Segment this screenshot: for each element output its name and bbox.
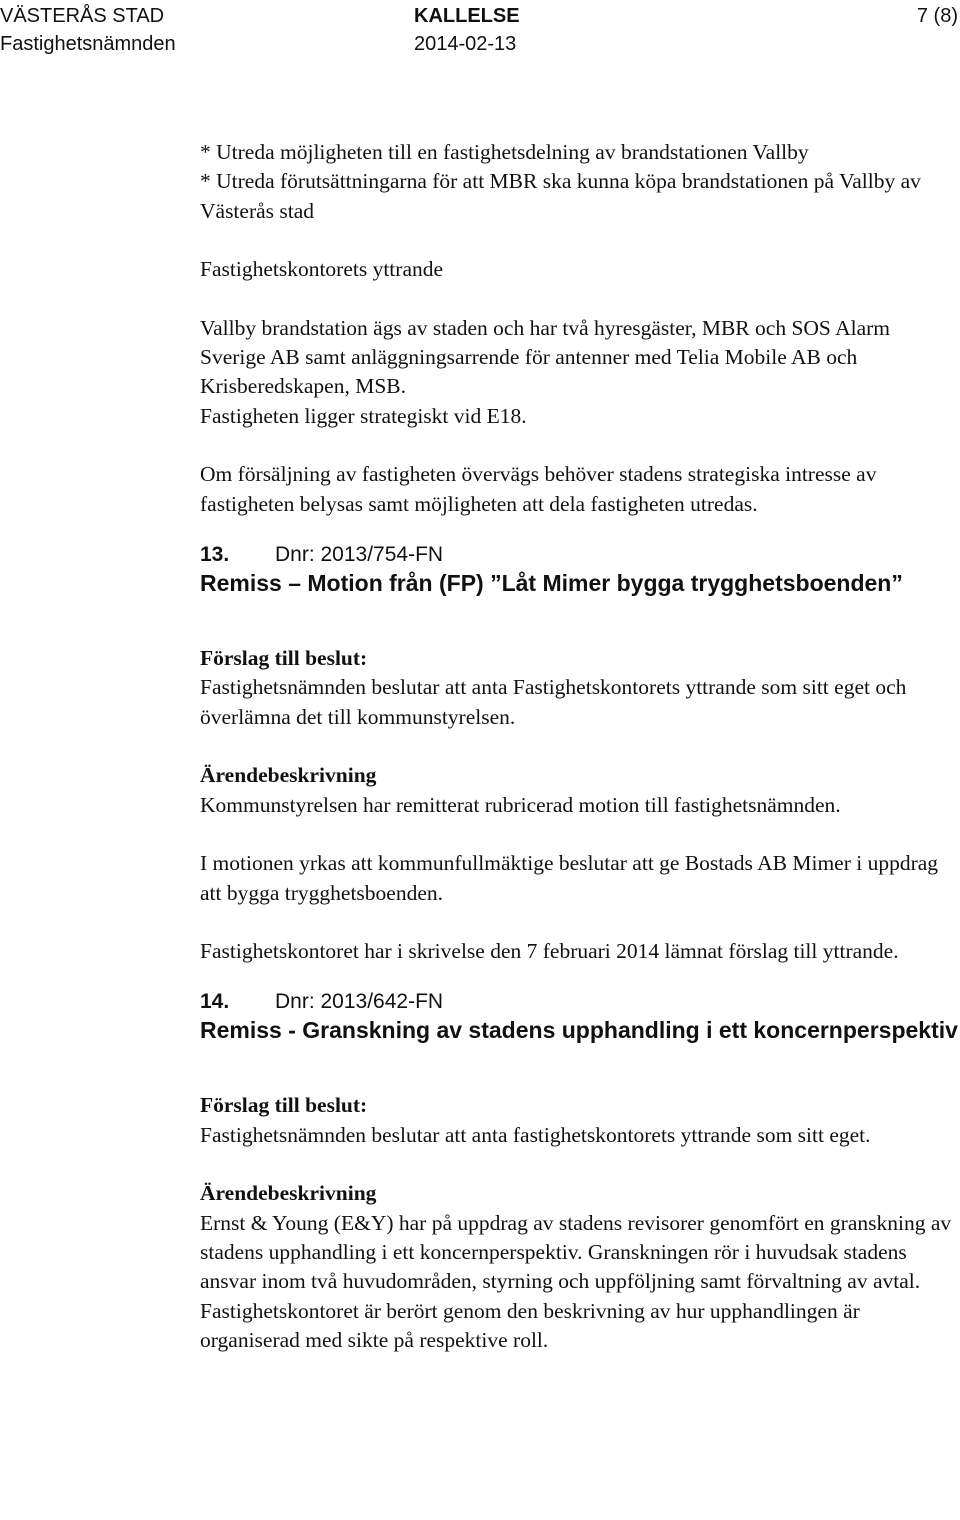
description-label: Ärendebeskrivning bbox=[200, 763, 377, 788]
paragraph: Om försäljning av fastigheten övervägs behöver stadens strategiska intresse av fastigheten belysas samt möjligheten att dela fastigheten utredas. bbox=[200, 462, 877, 516]
item-number: 14. bbox=[200, 990, 230, 1014]
paragraph: I motionen yrkas att kommunfullmäktige beslutar att ge Bostads AB Mimer i uppdrag att bygga trygghetsboenden. bbox=[200, 851, 939, 905]
description-label: Ärendebeskrivning bbox=[200, 1181, 377, 1206]
proposal-label: Förslag till beslut: bbox=[200, 646, 368, 671]
department-name: Fastighetsnämnden bbox=[0, 33, 176, 55]
item-dnr: Dnr: 2013/754-FN bbox=[275, 543, 444, 567]
org-name: VÄSTERÅS STAD bbox=[0, 5, 165, 27]
agenda-item-14-header bbox=[200, 988, 958, 1016]
document-body bbox=[200, 138, 958, 1356]
header-left bbox=[0, 2, 330, 58]
paragraph: Fastigheten ligger strategiskt vid E18. bbox=[200, 403, 527, 428]
proposal-text: Fastighetsnämnden beslutar att anta fastighetskontorets yttrande som sitt eget. bbox=[200, 1122, 871, 1147]
item-dnr: Dnr: 2013/642-FN bbox=[275, 990, 444, 1014]
bullet-1: * Utreda möjligheten till en fastighetsdelning av brandstationen Vallby bbox=[200, 140, 809, 164]
document-date: 2014-02-13 bbox=[414, 33, 517, 55]
page-number: 7 (8) bbox=[916, 5, 958, 27]
document-type: KALLELSE bbox=[414, 5, 520, 27]
bullet-2: * Utreda förutsättningarna för att MBR ska kunna köpa brandstationen på Vallby av Västerås stad bbox=[200, 169, 921, 223]
header-center bbox=[414, 2, 674, 58]
item-title: Remiss – Motion från (FP) ”Låt Mimer bygga trygghetsboenden” bbox=[200, 570, 903, 597]
section-heading: Fastighetskontorets yttrande bbox=[200, 257, 444, 282]
agenda-item-13-header bbox=[200, 541, 958, 569]
header-right bbox=[838, 2, 958, 30]
paragraph: Fastighetskontoret har i skrivelse den 7 februari 2014 lämnat förslag till yttrande. bbox=[200, 938, 899, 963]
proposal-text: Fastighetsnämnden beslutar att anta Fastighetskontorets yttrande som sitt eget och överlämna det till kommunstyrelsen. bbox=[200, 675, 907, 729]
proposal-label: Förslag till beslut: bbox=[200, 1093, 368, 1118]
paragraph: Kommunstyrelsen har remitterat rubricerad motion till fastighetsnämnden. bbox=[200, 792, 841, 817]
item-number: 13. bbox=[200, 543, 230, 567]
paragraph: Ernst & Young (E&Y) har på uppdrag av stadens revisorer genomfört en granskning av stadens upphandling i ett koncernperspektiv. Granskningen rör i huvudsak stadens ansvar inom två huvudområden, styrning och uppföljning samt förvaltning av avtal. Fastighetskontoret är berört genom den beskrivning av hur upphandlingen är organiserad med sikte på respektive roll. bbox=[200, 1210, 952, 1353]
paragraph: Vallby brandstation ägs av staden och har två hyresgäster, MBR och SOS Alarm Sverige AB samt anläggningsarrende för antenner med Telia Mobile AB och Krisberedskapen, MSB. bbox=[200, 315, 890, 399]
item-title: Remiss - Granskning av stadens upphandling i ett koncernperspektiv bbox=[200, 1017, 958, 1044]
